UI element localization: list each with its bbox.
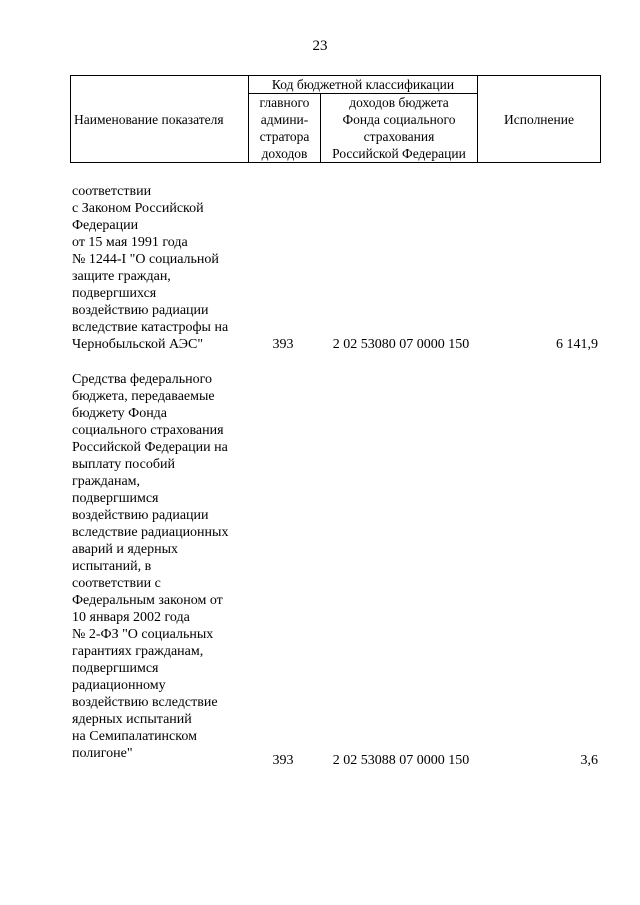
table-row (72, 183, 600, 355)
header-indicator-name: Наименование показателя (71, 76, 249, 163)
row-admin-code: 393 (272, 753, 294, 768)
table-row (72, 371, 600, 766)
row-indicator-name: соответствии с Законом Российской Федерации от 15 мая 1991 года № 1244-I "О социальной защите граждан, подвергшихся воздействию радиации вследствие катастрофы на Чернобыльской АЭС" (72, 184, 229, 352)
row-amount: 6 141,9 (556, 337, 598, 352)
row-amount: 3,6 (580, 753, 598, 768)
row-admin-code: 393 (272, 337, 294, 352)
row-revenue-code: 2 02 53088 07 0000 150 (332, 753, 470, 768)
header-execution: Исполнение (478, 76, 601, 163)
row-indicator-name: Средства федерального бюджета, передаваемые бюджету Фонда социального страхования Российской Федерации на выплату пособий гражданам, подвергшимся воздействию радиации вследствие радиационных аварий и ядерных испытаний, в соответствии с Федеральным законом от 10 января 2002 года № 2-ФЗ "О социальных гарантиях гражданам, подвергшимся радиационному воздействию вследствие ядерных испытаний на Семипалатинском полигоне" (72, 372, 229, 761)
page-number: 23 (312, 38, 328, 54)
row-revenue-code: 2 02 53080 07 0000 150 (332, 337, 470, 352)
header-budget-code-group: Код бюджетной классификации (249, 76, 478, 94)
header-fund-revenue: доходов бюджета Фонда социального страхования Российской Федерации (321, 94, 478, 163)
header-main-admin: главного админи- стратора доходов (249, 94, 321, 163)
budget-table-header (70, 75, 601, 163)
